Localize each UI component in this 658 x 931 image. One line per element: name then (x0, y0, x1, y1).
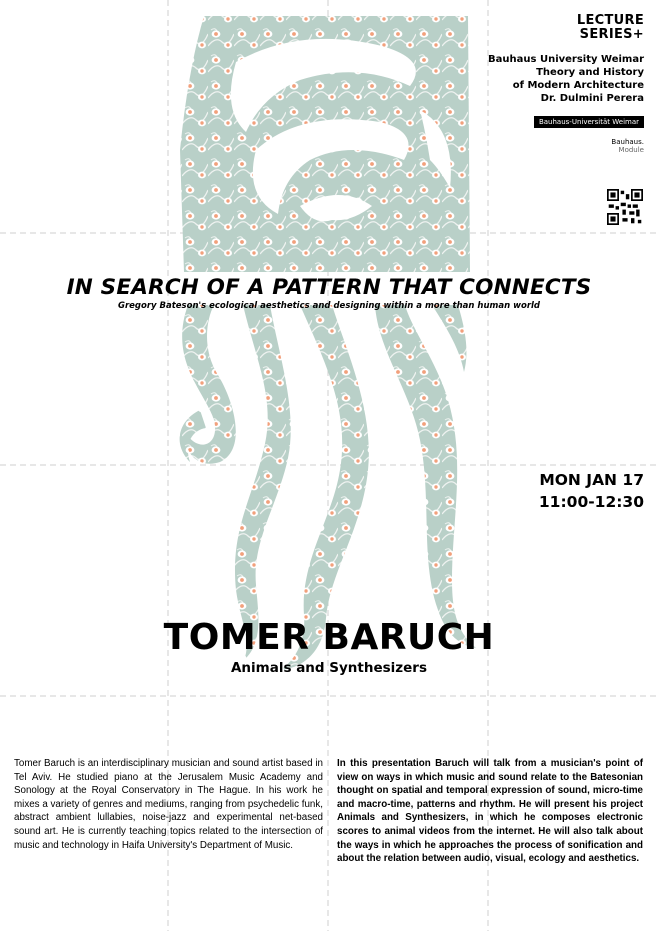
affiliation-line-3: of Modern Architecture (512, 80, 644, 91)
event-date: MON JAN 17 (539, 471, 644, 489)
series-line-1: LECTURE (576, 13, 644, 28)
affiliation-line-2: Theory and History (536, 67, 644, 78)
talk-abstract: In this presentation Baruch will talk from a musician's point of view on ways in which music and sound relate to the Batesonian thought on spatial and temporal expression of sound, micro-time and macro-time, patterns and rhythm. He will present his project Animals and Synthesizers, in which he composes electronic scores to animal videos from the internet. He will also talk about the ways in which he approaches the process of sonification and about the relation between audio, visual, ecology and aesthetics. (337, 758, 643, 865)
affiliation-line-1: Bauhaus University Weimar (488, 54, 644, 65)
affiliation-line-4: Dr. Dulmini Perera (540, 93, 644, 104)
speaker-bio: Tomer Baruch is an interdisciplinary musician and sound artist based in Tel Aviv. He studied piano at the Jerusalem Music Academy and Sonology at the Royal Conservatory in The Hague. In his work he mixes a variety of genres and mediums, ranging from psychedelic funk, abstract ambient lullabies, noise-jazz and experimental net-based sound art. He is currently teaching topics related to the intersection of music and technology in Haifa University's Department of Music. (14, 758, 323, 851)
qr-code-icon[interactable] (607, 189, 643, 225)
lecture-subtitle: Gregory Bateson's ecological aesthetics and designing within a more than human world (117, 301, 541, 311)
series-line-2: SERIES+ (579, 27, 644, 42)
module-logo-sub: Module (618, 146, 644, 154)
lecture-series-title (577, 14, 644, 42)
affiliation-block (488, 53, 644, 105)
talk-title: Animals and Synthesizers (230, 660, 428, 676)
speaker-name: TOMER BARUCH (163, 617, 495, 658)
university-logo-badge: Bauhaus-Universität Weimar (534, 116, 644, 128)
lecture-title: IN SEARCH OF A PATTERN THAT CONNECTS (66, 275, 592, 300)
module-logo-main: Bauhaus. (611, 138, 644, 146)
bauhaus-module-logo (611, 138, 644, 154)
event-time: 11:00-12:30 (538, 493, 644, 511)
date-time-block (539, 469, 644, 513)
